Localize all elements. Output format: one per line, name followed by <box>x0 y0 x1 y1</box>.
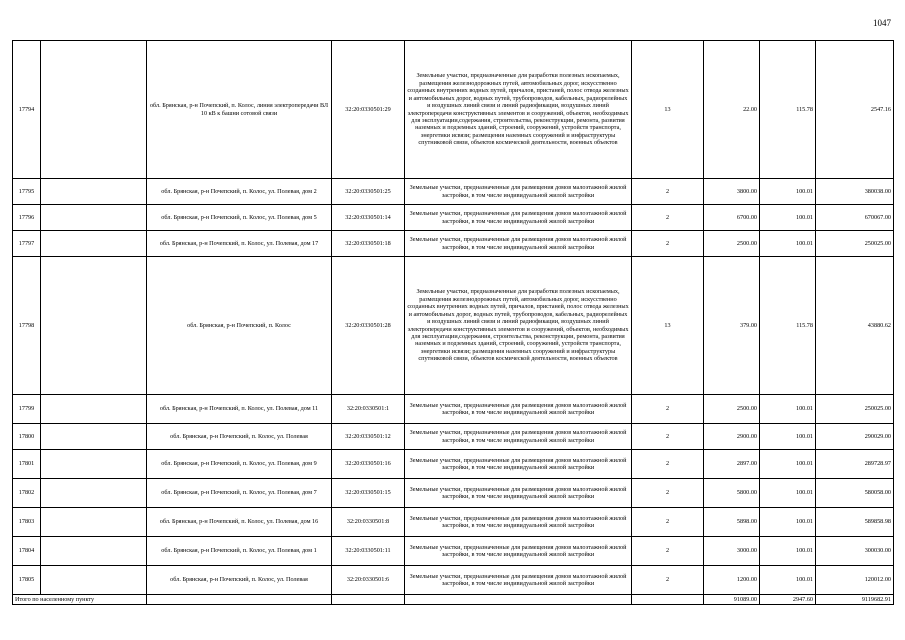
category-code-cell: 2 <box>632 537 704 566</box>
land-use-cell: Земельные участки, предназначенные для размещения домов малоэтажной жилой застройки, в том числе индивидуальной жилой застройки <box>405 205 632 231</box>
address-cell: обл. Брянская, р-н Почепский, п. Колос <box>147 257 332 395</box>
row-number-cell: 17803 <box>13 508 41 537</box>
address-cell: обл. Брянская, р-н Почепский, п. Колос, ул. Полевая, дом 1 <box>147 537 332 566</box>
category-code-cell: 2 <box>632 566 704 595</box>
area-cell: 2500.00 <box>704 395 760 424</box>
total-row <box>13 595 894 605</box>
table-row <box>13 231 894 257</box>
category-code-cell: 2 <box>632 508 704 537</box>
cadastral-value-cell: 589858.98 <box>816 508 894 537</box>
land-use-cell: Земельные участки, предназначенные для размещения домов малоэтажной жилой застройки, в том числе индивидуальной жилой застройки <box>405 450 632 479</box>
table-row <box>13 479 894 508</box>
category-code-cell: 13 <box>632 41 704 179</box>
address-cell: обл. Брянская, р-н Почепский, п. Колос, ул. Полевая, дом 16 <box>147 508 332 537</box>
cadastral-number-cell: 32:20:0330501:14 <box>332 205 405 231</box>
table-body <box>13 41 894 605</box>
cadastral-value-cell: 43880.62 <box>816 257 894 395</box>
specific-value-cell: 100.01 <box>760 566 816 595</box>
table-row <box>13 205 894 231</box>
area-cell: 5800.00 <box>704 479 760 508</box>
area-cell: 6700.00 <box>704 205 760 231</box>
cadastral-value-cell: 580058.00 <box>816 479 894 508</box>
cadastral-value-cell: 2547.16 <box>816 41 894 179</box>
area-cell: 22.00 <box>704 41 760 179</box>
cadastral-value-cell: 250025.00 <box>816 231 894 257</box>
blank-cell <box>41 479 147 508</box>
area-cell: 5898.00 <box>704 508 760 537</box>
blank-cell <box>405 595 632 605</box>
specific-value-cell: 115.78 <box>760 41 816 179</box>
blank-cell <box>41 566 147 595</box>
row-number-cell: 17800 <box>13 424 41 450</box>
blank-cell <box>41 257 147 395</box>
row-number-cell: 17805 <box>13 566 41 595</box>
total-area-cell: 91089.00 <box>704 595 760 605</box>
blank-cell <box>41 41 147 179</box>
cadastral-number-cell: 32:20:0330501:16 <box>332 450 405 479</box>
cadastral-number-cell: 32:20:0330501:6 <box>332 566 405 595</box>
category-code-cell: 2 <box>632 179 704 205</box>
address-cell: обл. Брянская, р-н Почепский, п. Колос, ул. Полевая <box>147 424 332 450</box>
area-cell: 1200.00 <box>704 566 760 595</box>
cadastral-number-cell: 32:20:0330501:18 <box>332 231 405 257</box>
area-cell: 3800.00 <box>704 179 760 205</box>
category-code-cell: 2 <box>632 205 704 231</box>
address-cell: обл. Брянская, р-н Почепский, п. Колос, ул. Полевая, дом 5 <box>147 205 332 231</box>
specific-value-cell: 100.01 <box>760 205 816 231</box>
blank-cell <box>41 395 147 424</box>
cadastral-value-cell: 120012.00 <box>816 566 894 595</box>
total-rate-cell: 2947.60 <box>760 595 816 605</box>
land-use-cell: Земельные участки, предназначенные для размещения домов малоэтажной жилой застройки, в том числе индивидуальной жилой застройки <box>405 395 632 424</box>
cadastral-value-cell: 250025.00 <box>816 395 894 424</box>
blank-cell <box>41 450 147 479</box>
specific-value-cell: 100.01 <box>760 450 816 479</box>
blank-cell <box>41 179 147 205</box>
specific-value-cell: 100.01 <box>760 537 816 566</box>
table-row <box>13 566 894 595</box>
specific-value-cell: 100.01 <box>760 479 816 508</box>
table-row <box>13 450 894 479</box>
category-code-cell: 2 <box>632 231 704 257</box>
row-number-cell: 17802 <box>13 479 41 508</box>
total-label-cell: Итого по населенному пункту <box>13 595 147 605</box>
row-number-cell: 17796 <box>13 205 41 231</box>
table-row <box>13 395 894 424</box>
category-code-cell: 2 <box>632 395 704 424</box>
specific-value-cell: 100.01 <box>760 179 816 205</box>
total-value-cell: 9119682.91 <box>816 595 894 605</box>
table-row <box>13 257 894 395</box>
land-use-cell: Земельные участки, предназначенные для разработки полезных ископаемых, размещения железнодорожных путей, автомобильных дорог, искусственно созданных внутренних водных путей, причалов, пристаней, полос отвода железных и автомобильных дорог, водных путей, трубопроводов, кабельных, радиорелейных и воздушных линий связи и линий радиофикации, воздушных линий электропередачи конструктивных элементов и сооружений, объектов, необходимых для эксплуатации,содержания, строительства, реконструкции, ремонта, развития наземных и подземных зданий, строений, сооружений, устройств транспорта, энергетики исвязи; размещения наземных сооружений и инфраструктуры спутниковой связи, объектов космической деятельности, военных объектов <box>405 41 632 179</box>
table-row <box>13 179 894 205</box>
cadastral-value-cell: 670067.00 <box>816 205 894 231</box>
area-cell: 379.00 <box>704 257 760 395</box>
cadastral-number-cell: 32:20:0330501:1 <box>332 395 405 424</box>
category-code-cell: 2 <box>632 479 704 508</box>
area-cell: 2500.00 <box>704 231 760 257</box>
cadastral-value-cell: 380038.00 <box>816 179 894 205</box>
address-cell: обл. Брянская, р-н Почепский, п. Колос, ул. Полевая, дом 11 <box>147 395 332 424</box>
land-use-cell: Земельные участки, предназначенные для размещения домов малоэтажной жилой застройки, в том числе индивидуальной жилой застройки <box>405 508 632 537</box>
page-number: 1047 <box>873 18 891 28</box>
cadastral-number-cell: 32:20:0330501:29 <box>332 41 405 179</box>
category-code-cell: 13 <box>632 257 704 395</box>
row-number-cell: 17801 <box>13 450 41 479</box>
table-row <box>13 424 894 450</box>
row-number-cell: 17795 <box>13 179 41 205</box>
address-cell: обл. Брянская, р-н Почепский, п. Колос, ул. Полевая, дом 9 <box>147 450 332 479</box>
cadastral-number-cell: 32:20:0330501:8 <box>332 508 405 537</box>
specific-value-cell: 100.01 <box>760 424 816 450</box>
blank-cell <box>332 595 405 605</box>
row-number-cell: 17799 <box>13 395 41 424</box>
specific-value-cell: 100.01 <box>760 231 816 257</box>
land-use-cell: Земельные участки, предназначенные для размещения домов малоэтажной жилой застройки, в том числе индивидуальной жилой застройки <box>405 479 632 508</box>
blank-cell <box>41 508 147 537</box>
cadastral-number-cell: 32:20:0330501:12 <box>332 424 405 450</box>
land-use-cell: Земельные участки, предназначенные для размещения домов малоэтажной жилой застройки, в том числе индивидуальной жилой застройки <box>405 566 632 595</box>
blank-cell <box>147 595 332 605</box>
blank-cell <box>41 205 147 231</box>
table-row <box>13 537 894 566</box>
address-cell: обл. Брянская, р-н Почепский, п. Колос, ул. Полевая <box>147 566 332 595</box>
row-number-cell: 17804 <box>13 537 41 566</box>
cadastral-number-cell: 32:20:0330501:15 <box>332 479 405 508</box>
specific-value-cell: 115.78 <box>760 257 816 395</box>
area-cell: 3000.00 <box>704 537 760 566</box>
category-code-cell: 2 <box>632 424 704 450</box>
cadastral-value-cell: 300030.00 <box>816 537 894 566</box>
blank-cell <box>632 595 704 605</box>
address-cell: обл. Брянская, р-н Почепский, п. Колос, ул. Полевая, дом 2 <box>147 179 332 205</box>
row-number-cell: 17798 <box>13 257 41 395</box>
address-cell: обл. Брянская, р-н Почепский, п. Колос, линия электропередачи ВЛ 10 кВ к башни сотовой связи <box>147 41 332 179</box>
specific-value-cell: 100.01 <box>760 508 816 537</box>
land-use-cell: Земельные участки, предназначенные для разработки полезных ископаемых, размещения железнодорожных путей, автомобильных дорог, искусственно созданных внутренних водных путей, причалов, пристаней, полос отвода железных и автомобильных дорог, водных путей, трубопроводов, кабельных, радиорелейных и воздушных линий связи и линий радиофикации, воздушных линий электропередачи конструктивных элементов и сооружений, объектов, необходимых для эксплуатации,содержания, строительства, реконструкции, ремонта, развития наземных и подземных зданий, строений, сооружений, устройств транспорта, энергетики исвязи; размещения наземных сооружений и инфраструктуры спутниковой связи, объектов космической деятельности, военных объектов <box>405 257 632 395</box>
land-plots-table <box>12 40 894 605</box>
blank-cell <box>41 424 147 450</box>
cadastral-number-cell: 32:20:0330501:25 <box>332 179 405 205</box>
row-number-cell: 17794 <box>13 41 41 179</box>
table-row <box>13 508 894 537</box>
land-use-cell: Земельные участки, предназначенные для размещения домов малоэтажной жилой застройки, в том числе индивидуальной жилой застройки <box>405 179 632 205</box>
land-use-cell: Земельные участки, предназначенные для размещения домов малоэтажной жилой застройки, в том числе индивидуальной жилой застройки <box>405 537 632 566</box>
land-use-cell: Земельные участки, предназначенные для размещения домов малоэтажной жилой застройки, в том числе индивидуальной жилой застройки <box>405 231 632 257</box>
address-cell: обл. Брянская, р-н Почепский, п. Колос, ул. Полевая, дом 17 <box>147 231 332 257</box>
blank-cell <box>41 231 147 257</box>
row-number-cell: 17797 <box>13 231 41 257</box>
category-code-cell: 2 <box>632 450 704 479</box>
cadastral-value-cell: 289728.97 <box>816 450 894 479</box>
address-cell: обл. Брянская, р-н Почепский, п. Колос, ул. Полевая, дом 7 <box>147 479 332 508</box>
blank-cell <box>41 537 147 566</box>
table-row <box>13 41 894 179</box>
cadastral-value-cell: 290029.00 <box>816 424 894 450</box>
land-use-cell: Земельные участки, предназначенные для размещения домов малоэтажной жилой застройки, в том числе индивидуальной жилой застройки <box>405 424 632 450</box>
area-cell: 2900.00 <box>704 424 760 450</box>
cadastral-number-cell: 32:20:0330501:28 <box>332 257 405 395</box>
cadastral-number-cell: 32:20:0330501:11 <box>332 537 405 566</box>
specific-value-cell: 100.01 <box>760 395 816 424</box>
area-cell: 2897.00 <box>704 450 760 479</box>
